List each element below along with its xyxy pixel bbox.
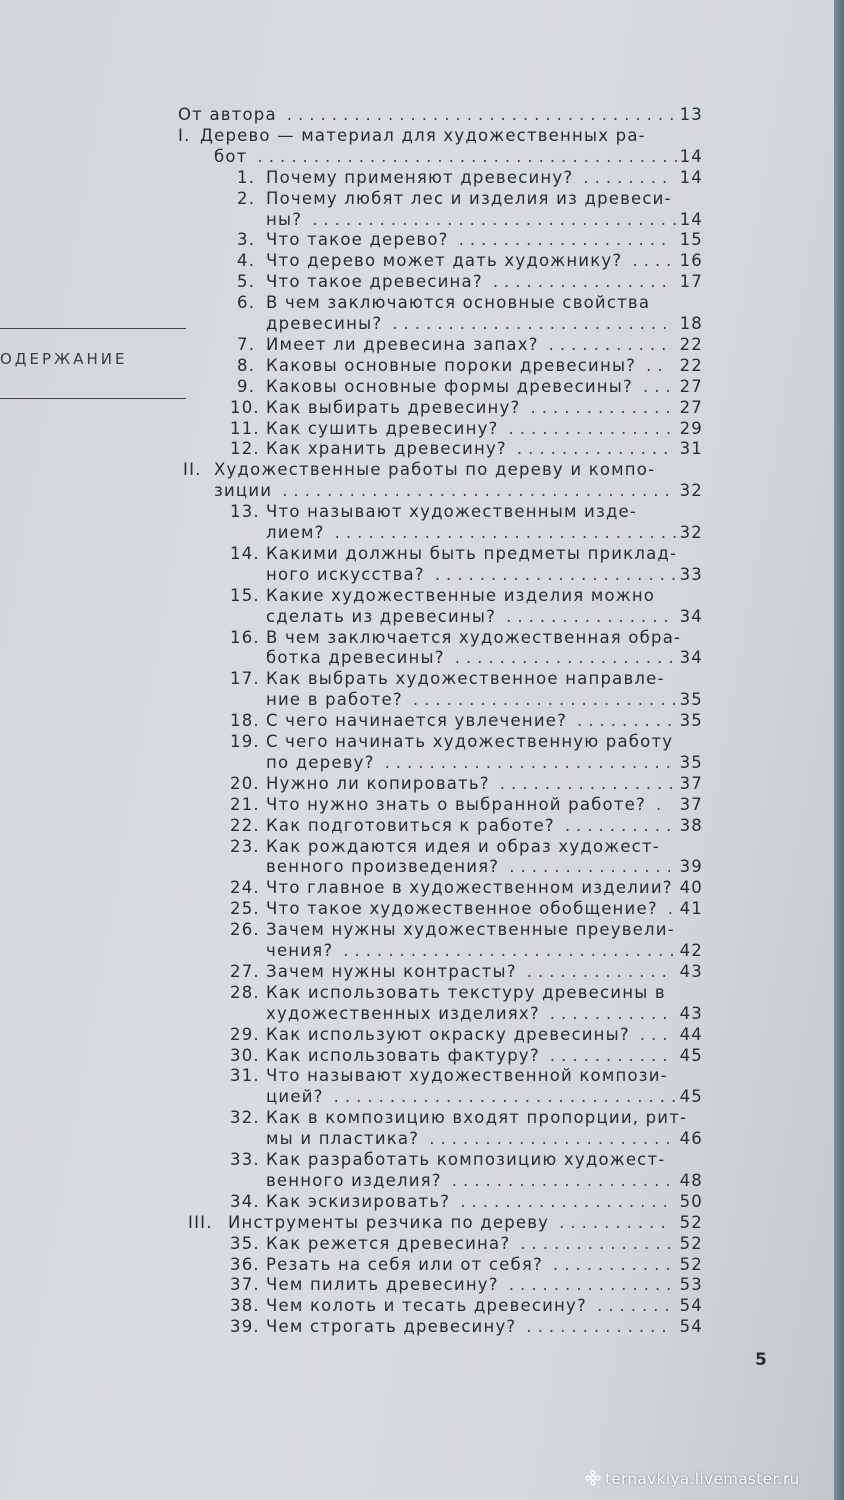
- page-edge: [834, 0, 844, 1500]
- toc-page: 46: [679, 1129, 703, 1149]
- dot-leader: ..........: [559, 1212, 672, 1232]
- toc-page: 50: [679, 1191, 703, 1211]
- toc-page: 32: [679, 523, 703, 542]
- toc-page: 43: [679, 1003, 703, 1023]
- dot-leader: ......................: [429, 1129, 677, 1149]
- toc-title: В чем заключается художественная обра-: [266, 627, 682, 647]
- toc-title: Что такое художественное обобщение?: [266, 899, 658, 919]
- toc-number: 9.: [237, 376, 256, 396]
- dot-leader: ...: [639, 1024, 674, 1044]
- toc-page: 13: [679, 105, 703, 124]
- toc-page: 37: [679, 794, 703, 814]
- toc-line: [0, 1107, 834, 1129]
- toc-title: лием?: [266, 523, 325, 542]
- toc-number: 7.: [237, 334, 256, 354]
- toc-line: [0, 438, 834, 460]
- toc-title: венного произведения?: [266, 857, 500, 877]
- toc-number: 20.: [230, 773, 260, 793]
- toc-title: Чем строгать древесину?: [266, 1317, 517, 1337]
- toc-title: Какие художественные изделия можно: [266, 585, 656, 605]
- toc-line: [0, 1233, 834, 1255]
- toc-line: [0, 689, 834, 711]
- toc-line: [0, 773, 834, 795]
- toc-number: 5.: [237, 272, 256, 292]
- toc-line: [0, 1212, 834, 1234]
- dot-leader: ...................................: [286, 105, 681, 124]
- toc-number: 26.: [230, 920, 260, 940]
- dot-leader: .............: [526, 961, 673, 981]
- toc-line: [0, 919, 834, 941]
- toc-number: 29.: [230, 1024, 260, 1044]
- toc-page: 22: [679, 355, 703, 375]
- toc-title: Что нужно знать о выбранной работе?: [266, 794, 646, 814]
- dot-leader: ...........: [548, 334, 673, 354]
- toc-number: 12.: [230, 439, 260, 459]
- toc-number: I.: [178, 125, 191, 145]
- page-number: 5: [755, 1350, 767, 1370]
- toc-number: 28.: [230, 982, 260, 1002]
- toc-title: ние в работе?: [266, 690, 403, 710]
- dot-leader: ................: [492, 272, 673, 292]
- toc-number: 33.: [230, 1150, 260, 1169]
- toc-page: 34: [679, 648, 703, 668]
- toc-number: 1.: [237, 167, 256, 187]
- side-heading: ОДЕРЖАНИЕ: [0, 350, 128, 368]
- toc-title: С чего начинать художественную работу: [266, 732, 674, 751]
- toc-line: [0, 752, 834, 774]
- dot-leader: ...................: [460, 1191, 674, 1211]
- toc-number: III.: [188, 1212, 213, 1232]
- toc-title: Каковы основные формы древесины?: [266, 376, 633, 396]
- toc-number: 4.: [237, 251, 256, 271]
- toc-line: [0, 292, 834, 314]
- toc-line: [0, 1086, 834, 1108]
- toc-line: [0, 397, 834, 419]
- dot-leader: .........: [577, 711, 679, 731]
- toc-title: Художественные работы по дереву и компо-: [214, 460, 656, 480]
- toc-line: [0, 668, 834, 690]
- toc-title: Как разработать композицию художест-: [266, 1150, 666, 1169]
- toc-number: 14.: [230, 543, 260, 563]
- dot-leader: .......: [596, 1296, 676, 1316]
- toc-page: 44: [679, 1024, 703, 1044]
- toc-title: Что дерево может дать художнику?: [266, 251, 623, 271]
- toc-title: цией?: [266, 1087, 324, 1107]
- toc-line: [0, 459, 834, 481]
- toc-page: 33: [679, 564, 703, 584]
- dot-leader: .................................: [312, 209, 684, 229]
- toc-line: [0, 1191, 834, 1213]
- dot-leader: ...............................: [333, 1087, 683, 1107]
- toc-title: художественных изделиях?: [266, 1003, 540, 1023]
- toc-page: 32: [679, 481, 703, 501]
- toc-page: 45: [679, 1087, 703, 1107]
- dot-leader: ....: [632, 251, 678, 271]
- toc-title: Почему любят лес и изделия из древеси-: [266, 188, 672, 208]
- toc-line: [0, 1024, 834, 1046]
- toc-line: [0, 188, 834, 210]
- dot-leader: ................: [499, 773, 680, 793]
- toc-number: 2.: [237, 188, 256, 208]
- toc-number: 15.: [230, 585, 260, 605]
- dot-leader: ...............: [508, 418, 678, 438]
- toc-title: венного изделия?: [266, 1170, 442, 1190]
- toc-title: Как рождаются идея и образ художест-: [266, 836, 660, 856]
- toc-page: 48: [679, 1170, 703, 1190]
- toc-line: [0, 1045, 834, 1067]
- toc-page: 14: [679, 209, 703, 229]
- dot-leader: ....................: [454, 648, 680, 668]
- toc-title: Как хранить древесину?: [266, 439, 507, 459]
- toc-line: [0, 564, 834, 586]
- toc-title: В чем заключаются основные свойства: [266, 293, 651, 313]
- toc-page: 31: [679, 439, 703, 459]
- toc-line: [0, 836, 834, 858]
- toc-number: 35.: [230, 1233, 260, 1253]
- toc-number: 18.: [230, 711, 260, 731]
- toc-page: 29: [679, 418, 703, 438]
- toc-title: чения?: [266, 941, 334, 960]
- toc-page: 34: [679, 606, 703, 626]
- dot-leader: ...............: [506, 606, 675, 626]
- toc-page: 52: [679, 1254, 703, 1274]
- watermark-text: ternavkiya.livemaster.ru: [605, 1470, 800, 1488]
- toc-page: 38: [679, 815, 703, 835]
- toc-title: зиции: [214, 481, 273, 501]
- dot-leader: ...........: [549, 1045, 674, 1065]
- toc-line: [0, 376, 834, 398]
- toc-title: Как использовать фактуру?: [266, 1045, 540, 1065]
- toc-line: [0, 146, 834, 168]
- toc-line: [0, 898, 834, 920]
- dot-leader: ..........................: [384, 752, 677, 772]
- toc-number: 27.: [230, 961, 260, 981]
- toc-page: 39: [679, 857, 703, 877]
- toc-page: 35: [679, 711, 703, 731]
- toc-title: Как эскизировать?: [266, 1191, 451, 1211]
- toc-title: древесины?: [266, 314, 383, 333]
- toc-line: [0, 627, 834, 649]
- watermark: [585, 1470, 800, 1488]
- toc-title: ны?: [266, 209, 303, 229]
- toc-line: [0, 522, 834, 544]
- toc-line: [0, 167, 834, 189]
- toc-page: 40: [679, 878, 703, 898]
- toc-line: [0, 1149, 834, 1171]
- dot-leader: ...............: [508, 1275, 678, 1295]
- toc-page: 17: [679, 272, 703, 292]
- dot-leader: ......................: [434, 564, 683, 584]
- toc-title: Что такое древесина?: [266, 272, 483, 292]
- flower-icon: [585, 1470, 601, 1486]
- toc-title: Как выбирать древесину?: [266, 397, 521, 417]
- toc-title: Зачем нужны контрасты?: [266, 961, 517, 981]
- toc-line: [0, 250, 834, 272]
- toc-line: [0, 543, 834, 565]
- dot-leader: ...........: [552, 1254, 677, 1274]
- toc-title: бот: [214, 146, 248, 166]
- toc-line: [0, 1316, 834, 1338]
- toc-number: 38.: [230, 1296, 260, 1316]
- toc-number: 32.: [230, 1108, 260, 1128]
- toc-page: 43: [679, 961, 703, 981]
- dot-leader: .............: [526, 1317, 673, 1337]
- toc-number: 6.: [237, 293, 256, 313]
- toc-page: 14: [679, 167, 703, 187]
- toc-number: 24.: [230, 878, 260, 898]
- dot-leader: .........................: [392, 314, 674, 333]
- toc-line: [0, 794, 834, 816]
- toc-number: 3.: [237, 230, 256, 250]
- dot-leader: ...................................: [282, 481, 676, 501]
- toc-number: 8.: [237, 355, 256, 375]
- toc-title: Как подготовиться к работе?: [266, 815, 555, 835]
- dot-leader: ...............: [509, 857, 678, 877]
- toc-line: [0, 1003, 834, 1025]
- toc-title: Каковы основные пороки древесины?: [266, 355, 637, 375]
- toc-title: Что называют художественным изде-: [266, 502, 638, 522]
- toc-title: Зачем нужны художественные преувели-: [266, 920, 675, 940]
- toc-title: Как сушить древесину?: [266, 418, 499, 438]
- toc-page: 15: [679, 230, 703, 250]
- toc-title: ного искусства?: [266, 564, 425, 584]
- toc-line: [0, 1295, 834, 1317]
- dot-leader: ........: [583, 167, 674, 187]
- dot-leader: ........................: [412, 690, 683, 710]
- toc-title: От автора: [178, 105, 277, 124]
- toc-title: Почему применяют древесину?: [266, 167, 574, 187]
- toc-title: Что главное в художественном изделии?: [266, 878, 673, 898]
- toc-line: [0, 877, 834, 899]
- toc-line: [0, 125, 834, 147]
- dot-leader: .: [655, 794, 668, 814]
- toc-number: 21.: [230, 794, 260, 814]
- toc-line: [0, 731, 834, 753]
- toc-page: 35: [679, 690, 703, 710]
- toc-title: по дереву?: [266, 752, 375, 772]
- toc-line: [0, 1065, 834, 1087]
- toc-line: [0, 940, 834, 962]
- toc-line: [0, 606, 834, 628]
- dot-leader: ..........: [564, 815, 678, 835]
- toc-page: 27: [679, 397, 703, 417]
- toc-line: [0, 982, 834, 1004]
- toc-number: 23.: [230, 836, 260, 856]
- dot-leader: ..............................: [343, 941, 681, 960]
- dot-leader: ...: [642, 376, 677, 396]
- dot-leader: ..: [646, 355, 669, 375]
- toc-line: [0, 480, 834, 502]
- toc-line: [0, 209, 834, 231]
- toc-page: 18: [679, 314, 703, 333]
- toc-title: Чем пилить древесину?: [266, 1275, 499, 1295]
- toc-line: [0, 585, 834, 607]
- toc-number: 30.: [230, 1045, 260, 1065]
- toc-page: 42: [679, 941, 703, 960]
- toc-title: Как режется древесина?: [266, 1233, 511, 1253]
- toc-line: [0, 1128, 834, 1150]
- toc-line: [0, 334, 834, 356]
- toc-page: 52: [679, 1212, 703, 1232]
- toc-line: [0, 961, 834, 983]
- toc-page: 41: [679, 899, 703, 919]
- toc-title: Как в композицию входят пропорции, рит-: [266, 1108, 688, 1128]
- toc-page: 22: [679, 334, 703, 354]
- toc-page: 35: [679, 752, 703, 772]
- toc-number: 34.: [230, 1191, 260, 1211]
- toc-title: Как использовать текстуру древесины в: [266, 982, 666, 1002]
- toc-title: сделать из древесины?: [266, 606, 497, 626]
- toc-line: [0, 815, 834, 837]
- toc-title: мы и пластика?: [266, 1129, 420, 1149]
- toc-page: 27: [679, 376, 703, 396]
- toc-number: 19.: [230, 732, 260, 751]
- toc-page: 37: [679, 773, 703, 793]
- toc-line: [0, 1254, 834, 1276]
- toc-number: 39.: [230, 1317, 260, 1337]
- toc-number: 13.: [230, 502, 260, 522]
- toc-title: Как используют окраску древесины?: [266, 1024, 630, 1044]
- toc-page: 52: [679, 1233, 703, 1253]
- toc-line: [0, 271, 834, 293]
- toc-line: [0, 1274, 834, 1296]
- toc-number: 31.: [230, 1066, 260, 1086]
- toc-title: Какими должны быть предметы приклад-: [266, 543, 678, 563]
- toc-title: Инструменты резчика по дереву: [228, 1212, 550, 1232]
- toc-number: II.: [183, 460, 202, 480]
- toc-title: Чем колоть и тесать древесину?: [266, 1296, 587, 1316]
- toc-line: [0, 1170, 834, 1192]
- toc-line: [0, 313, 834, 335]
- toc-number: 10.: [230, 397, 260, 417]
- toc-title: Имеет ли древесина запах?: [266, 334, 539, 354]
- toc-line: [0, 501, 834, 523]
- dot-leader: ...................: [458, 230, 673, 250]
- dot-leader: .: [667, 899, 680, 919]
- toc-line: [0, 710, 834, 732]
- toc-line: [0, 856, 834, 878]
- toc-page: 45: [679, 1045, 703, 1065]
- dot-leader: ..............: [516, 439, 675, 459]
- toc-page: 54: [679, 1296, 703, 1316]
- toc-page: 16: [679, 251, 703, 271]
- toc-title: Что такое дерево?: [266, 230, 449, 250]
- toc-title: Резать на себя или от себя?: [266, 1254, 543, 1274]
- toc-title: Дерево — материал для художественных ра-: [200, 125, 646, 145]
- toc-title: Что называют художественной компози-: [266, 1066, 668, 1086]
- toc-line: [0, 418, 834, 440]
- toc-number: 25.: [230, 899, 260, 919]
- toc-line: [0, 104, 834, 126]
- toc-line: [0, 229, 834, 251]
- toc-number: 17.: [230, 669, 260, 689]
- toc-number: 36.: [230, 1254, 260, 1274]
- toc-number: 11.: [230, 418, 260, 438]
- toc-title: С чего начинается увлечение?: [266, 711, 568, 731]
- toc-page: 53: [679, 1275, 703, 1295]
- toc-line: [0, 647, 834, 669]
- toc-number: 22.: [230, 815, 260, 835]
- toc-title: Как выбрать художественное направле-: [266, 669, 665, 689]
- toc-title: ботка древесины?: [266, 648, 445, 668]
- dot-leader: ......................................: [257, 146, 685, 166]
- toc-title: Нужно ли копировать?: [266, 773, 490, 793]
- toc-number: 37.: [230, 1275, 260, 1295]
- dot-leader: ...........: [549, 1003, 674, 1023]
- toc-page: 14: [679, 146, 703, 166]
- toc-line: [0, 355, 834, 377]
- toc-number: 16.: [230, 627, 260, 647]
- dot-leader: ..............: [520, 1233, 678, 1253]
- dot-leader: .............: [530, 397, 677, 417]
- toc-page: 54: [679, 1317, 703, 1337]
- dot-leader: ...............................: [334, 523, 684, 542]
- dot-leader: ....................: [451, 1170, 677, 1190]
